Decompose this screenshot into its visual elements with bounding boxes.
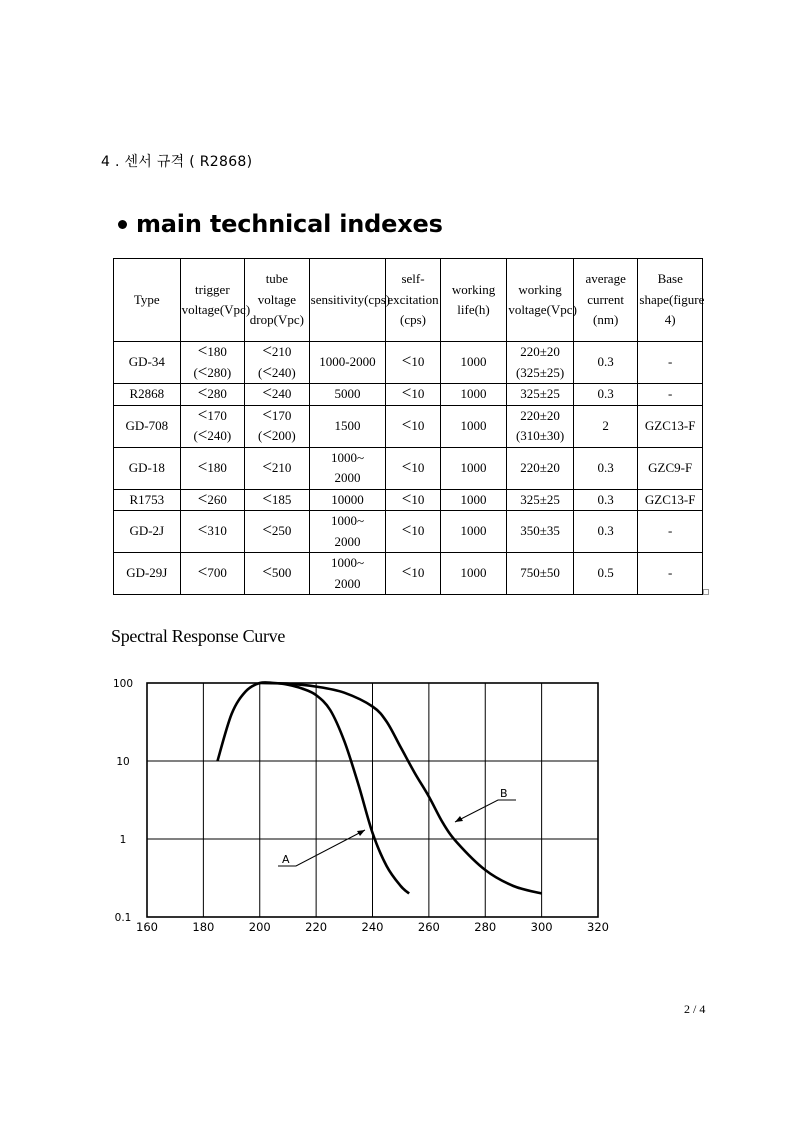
table-cell: 1500 <box>309 405 386 447</box>
table-cell: <210 (<240) <box>245 342 310 384</box>
curve-title: Spectral Response Curve <box>111 626 286 646</box>
spectral-response-chart <box>100 670 630 940</box>
table-cell: <10 <box>386 553 440 595</box>
table-cell: 10000 <box>309 489 386 511</box>
table-cell: <500 <box>245 553 310 595</box>
table-header-row <box>114 259 703 342</box>
header-trigger-voltage: trigger voltage(Vpc) <box>180 259 245 342</box>
table-cell: 325±25 <box>507 489 574 511</box>
table-cell: <260 <box>180 489 245 511</box>
x-tick-label: 260 <box>417 920 440 934</box>
x-tick-label: 200 <box>248 920 271 934</box>
table-cell: 0.3 <box>573 511 638 553</box>
table-cell: <170 (<200) <box>245 405 310 447</box>
table-cell: <210 <box>245 447 310 489</box>
table-cell: 0.3 <box>573 384 638 406</box>
table-cell: 1000~ 2000 <box>309 511 386 553</box>
y-tick-label: 10 <box>116 756 130 768</box>
curve-label-a: A <box>282 853 290 866</box>
main-heading-text: main technical indexes <box>136 210 443 238</box>
table-cell: 1000 <box>440 342 507 384</box>
header-base-shape: Base shape(figure 4) <box>638 259 703 342</box>
label-a-leader <box>278 830 365 866</box>
table-row <box>114 511 703 553</box>
x-tick-label: 300 <box>530 920 553 934</box>
table-cell: <185 <box>245 489 310 511</box>
curve-label-b: B <box>500 787 508 800</box>
table-cell: <170 (<240) <box>180 405 245 447</box>
table-cell: GZC9-F <box>638 447 703 489</box>
y-tick-label: 1 <box>119 834 127 846</box>
table-cell: <10 <box>386 342 440 384</box>
x-tick-label: 180 <box>192 920 215 934</box>
label-a-arrow-icon <box>357 830 365 836</box>
header-average-current: average current (nm) <box>573 259 638 342</box>
table-cell: 5000 <box>309 384 386 406</box>
main-heading <box>118 210 443 238</box>
table-row <box>114 342 703 384</box>
table-cell: 220±20 <box>507 447 574 489</box>
table-cell: GZC13-F <box>638 489 703 511</box>
header-sensitivity: sensitivity(cps) <box>309 259 386 342</box>
table-cell: 0.3 <box>573 447 638 489</box>
table-cell: 220±20 (310±30) <box>507 405 574 447</box>
table-cell: <700 <box>180 553 245 595</box>
table-cell: <280 <box>180 384 245 406</box>
x-tick-label: 220 <box>305 920 328 934</box>
table-cell: GD-708 <box>114 405 181 447</box>
table-cell: 750±50 <box>507 553 574 595</box>
x-tick-label: 320 <box>587 920 609 934</box>
header-working-life: working life(h) <box>440 259 507 342</box>
table-cell: GD-2J <box>114 511 181 553</box>
table-cell: GZC13-F <box>638 405 703 447</box>
y-tick-label: 0.1 <box>114 912 132 924</box>
table-cell: 220±20 (325±25) <box>507 342 574 384</box>
table-cell: <10 <box>386 489 440 511</box>
table-cell: - <box>638 553 703 595</box>
table-resize-handle <box>703 589 709 595</box>
x-tick-label: 240 <box>361 920 384 934</box>
table-cell: 1000 <box>440 384 507 406</box>
table-row <box>114 384 703 406</box>
table-cell: <240 <box>245 384 310 406</box>
table-cell: 1000 <box>440 511 507 553</box>
table-cell: <310 <box>180 511 245 553</box>
x-tick-label: 160 <box>136 920 158 934</box>
section-heading: 4 . 센서 규격 ( R2868) <box>101 154 253 170</box>
table-row <box>114 405 703 447</box>
header-working-voltage: working voltage(Vpc) <box>507 259 574 342</box>
table-row <box>114 553 703 595</box>
table-cell: 1000 <box>440 489 507 511</box>
table-cell: 1000~ 2000 <box>309 447 386 489</box>
table-cell: <10 <box>386 447 440 489</box>
bullet-dot-icon <box>118 220 127 229</box>
table-cell: R2868 <box>114 384 181 406</box>
table-cell: - <box>638 511 703 553</box>
table-cell: <180 <box>180 447 245 489</box>
table-cell: <250 <box>245 511 310 553</box>
header-type: Type <box>114 259 181 342</box>
table-cell: R1753 <box>114 489 181 511</box>
table-cell: <10 <box>386 384 440 406</box>
header-self-excitation: self-excitation (cps) <box>386 259 440 342</box>
header-tube-voltage-drop: tube voltage drop(Vpc) <box>245 259 310 342</box>
table-cell: 1000-2000 <box>309 342 386 384</box>
x-tick-label: 280 <box>474 920 497 934</box>
table-cell: 0.3 <box>573 342 638 384</box>
table-cell: 325±25 <box>507 384 574 406</box>
label-b-arrow-icon <box>455 816 463 822</box>
table-cell: <180 (<280) <box>180 342 245 384</box>
table-cell: 1000 <box>440 447 507 489</box>
table-cell: 0.3 <box>573 489 638 511</box>
table-cell: GD-29J <box>114 553 181 595</box>
table-cell: GD-34 <box>114 342 181 384</box>
table-cell: <10 <box>386 511 440 553</box>
table-row <box>114 447 703 489</box>
table-cell: 2 <box>573 405 638 447</box>
table-cell: - <box>638 342 703 384</box>
y-tick-label: 100 <box>112 678 134 690</box>
table-cell: 1000 <box>440 553 507 595</box>
table-cell: 1000~ 2000 <box>309 553 386 595</box>
table-cell: 0.5 <box>573 553 638 595</box>
page-number: 2 / 4 <box>684 1002 706 1016</box>
table-row <box>114 489 703 511</box>
table-cell: - <box>638 384 703 406</box>
table-cell: 350±35 <box>507 511 574 553</box>
table-cell: GD-18 <box>114 447 181 489</box>
table-cell: <10 <box>386 405 440 447</box>
technical-index-table <box>113 258 703 595</box>
table-cell: 1000 <box>440 405 507 447</box>
